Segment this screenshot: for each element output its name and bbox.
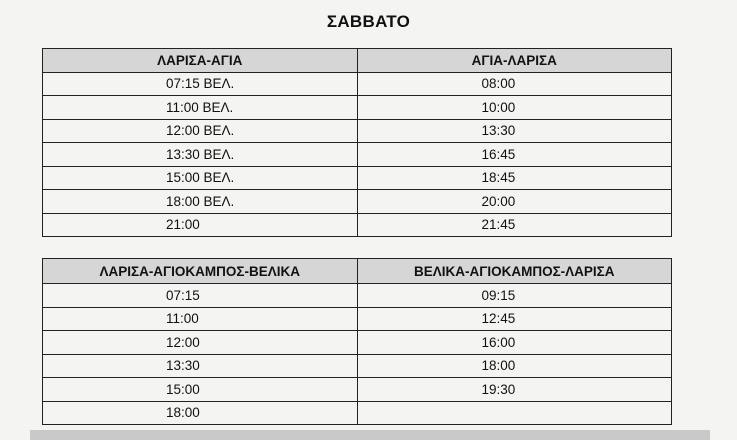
column-header: ΒΕΛΙΚΑ-ΑΓΙΟΚΑΜΠΟΣ-ΛΑΡΙΣΑ <box>357 259 672 284</box>
departure-time: 21:00 <box>43 213 358 237</box>
departure-time: 12:00 <box>43 331 358 355</box>
departure-time: 07:15 <box>43 284 358 308</box>
return-time: 19:30 <box>357 378 672 402</box>
return-time: 18:00 <box>357 354 672 378</box>
departure-time: 07:15 ΒΕΛ. <box>43 72 358 96</box>
return-time: 12:45 <box>357 307 672 331</box>
table-row <box>43 213 672 237</box>
return-time: 09:15 <box>357 284 672 308</box>
departure-time: 15:00 ΒΕΛ. <box>43 166 358 190</box>
departure-time: 11:00 <box>43 307 358 331</box>
return-time: 18:45 <box>357 166 672 190</box>
column-header: ΑΓΙΑ-ΛΑΡΙΣΑ <box>357 49 672 73</box>
table-row <box>43 307 672 331</box>
departure-time: 12:00 ΒΕΛ. <box>43 119 358 143</box>
return-time: 10:00 <box>357 96 672 120</box>
table-row <box>43 378 672 402</box>
next-table-edge <box>30 430 710 440</box>
departure-time: 15:00 <box>43 378 358 402</box>
table-row <box>43 284 672 308</box>
table-row <box>43 72 672 96</box>
column-header: ΛΑΡΙΣΑ-ΑΓΙΟΚΑΜΠΟΣ-ΒΕΛΙΚΑ <box>43 259 358 284</box>
return-time: 08:00 <box>357 72 672 96</box>
column-header: ΛΑΡΙΣΑ-ΑΓΙΑ <box>43 49 358 73</box>
table-row <box>43 119 672 143</box>
return-time: 20:00 <box>357 190 672 214</box>
page-title: ΣΑΒΒΑΤΟ <box>326 12 411 31</box>
table-row <box>43 166 672 190</box>
table-header-row <box>43 259 672 284</box>
schedule-table-larisa-agia <box>42 48 672 237</box>
departure-time: 13:30 <box>43 354 358 378</box>
table-row <box>43 143 672 167</box>
return-time: 13:30 <box>357 119 672 143</box>
table-row <box>43 354 672 378</box>
table-row <box>43 190 672 214</box>
table-header-row <box>43 49 672 73</box>
return-time: 16:45 <box>357 143 672 167</box>
return-time: 21:45 <box>357 213 672 237</box>
schedule-table-larisa-velika <box>42 258 672 425</box>
departure-time: 13:30 ΒΕΛ. <box>43 143 358 167</box>
table-row <box>43 96 672 120</box>
table-row <box>43 331 672 355</box>
departure-time: 18:00 <box>43 401 358 425</box>
departure-time: 18:00 ΒΕΛ. <box>43 190 358 214</box>
table-row <box>43 401 672 425</box>
return-time: 16:00 <box>357 331 672 355</box>
return-time <box>357 401 672 425</box>
departure-time: 11:00 ΒΕΛ. <box>43 96 358 120</box>
